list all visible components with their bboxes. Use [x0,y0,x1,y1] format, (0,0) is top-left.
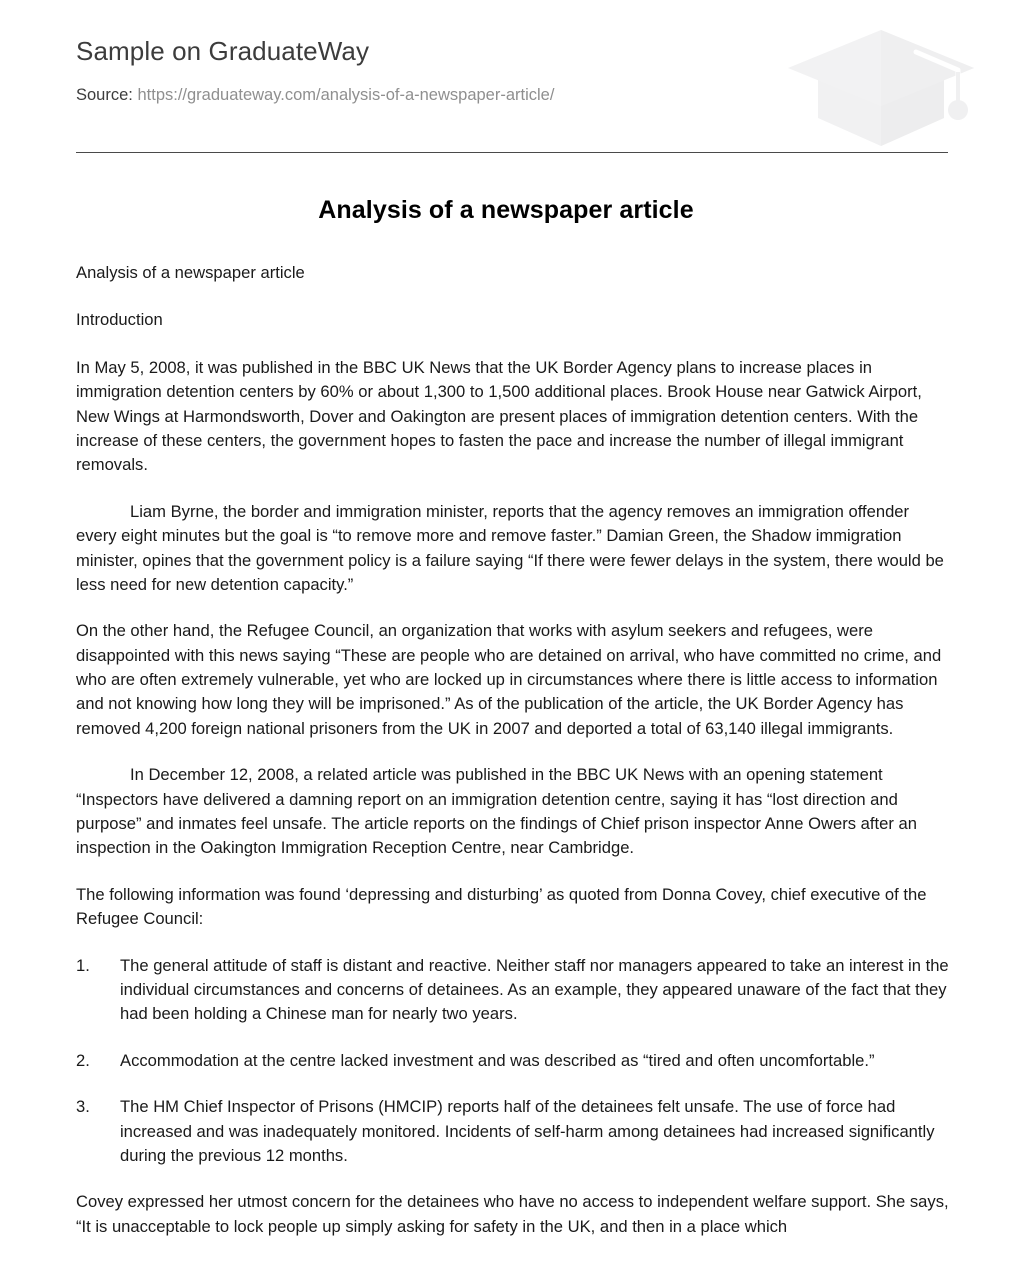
header-divider [76,152,948,153]
paragraph: In May 5, 2008, it was published in the BBC UK News that the UK Border Agency plans to increase places in immigration detention centers by 60% or about 1,300 to 1,500 additional places. Brook House near Gatwick Airport, New Wings at Harmondsworth, Dover and Oakington are present places of immigration detention centers. With the increase of these centers, the government hopes to fasten the pace and increase the number of illegal immigrant removals. [76,357,922,475]
paragraph: The following information was found ‘depressing and disturbing’ as quoted from Donna Covey, chief executive of the Refugee Council: [76,884,927,929]
source-url: https://graduateway.com/analysis-of-a-newspaper-article/ [137,86,555,105]
source-label: Source: [76,86,133,105]
graduation-cap-icon [786,22,976,146]
list-item-number: 1. [76,955,90,975]
site-title: Sample on GraduateWay [76,36,370,66]
list-item [76,1049,954,1073]
page-title: Analysis of a newspaper article [318,196,694,224]
list-item-number: 2. [76,1050,90,1070]
paragraph: In December 12, 2008, a related article was published in the BBC UK News with an opening statement “Inspectors have delivered a damning report on an immigration detention centre, saying it has “lost direction and purpose” and inmates feel unsafe. The article reports on the findings of Chief prison inspector Anne Owers after an inspection in the Oakington Immigration Reception Centre, near Cambridge. [76,765,917,858]
closing-paragraph: Covey expressed her utmost concern for the detainees who have no access to independent welfare support. She says, “It is unacceptable to lock people up simply asking for safety in the UK, and then in a place which [76,1192,949,1236]
paragraph: Liam Byrne, the border and immigration minister, reports that the agency removes an immigration offender every eight minutes but the goal is “to remove more and remove faster.” Damian Green, the Shadow immigration minister, opines that the government policy is a failure saying “If there were fewer delays in the system, there would be less need for new detention capacity.” [76,501,944,594]
paragraph: On the other hand, the Refugee Council, an organization that works with asylum seekers and refugees, were disappointed with this news saying “These are people who are detained on arrival, who have committed no crime, and who are often extremely vulnerable, yet who are locked up in circumstances where there is little access to information and not knowing how long they will be imprisoned.” As of the publication of the article, the UK Border Agency has removed 4,200 foreign national prisoners from the UK in 2007 and deported a total of 63,140 illegal immigrants. [76,621,942,738]
list-item [76,1095,954,1168]
section-heading-introduction: Introduction [76,310,163,330]
heading-line: Analysis of a newspaper article [76,263,305,282]
body-copy [76,261,954,1239]
list-item-text: The general attitude of staff is distant and reactive. Neither staff nor managers appeared to take an interest in the individual circumstances and concerns of detainees. As an example, they appeared unaware of the fact that they had been holding a Chinese man for nearly two years. [120,955,949,1024]
document-content [76,196,954,1261]
list-item-number: 3. [76,1097,90,1117]
list-item [76,954,954,1027]
list-item-text: Accommodation at the centre lacked investment and was described as “tired and often uncomfortable.” [120,1050,875,1070]
list-item-text: The HM Chief Inspector of Prisons (HMCIP) reports half of the detainees felt unsafe. The use of force had increased and was inadequately monitored. Incidents of self-harm among detainees had increased significantly during the previous 12 months. [120,1097,935,1165]
